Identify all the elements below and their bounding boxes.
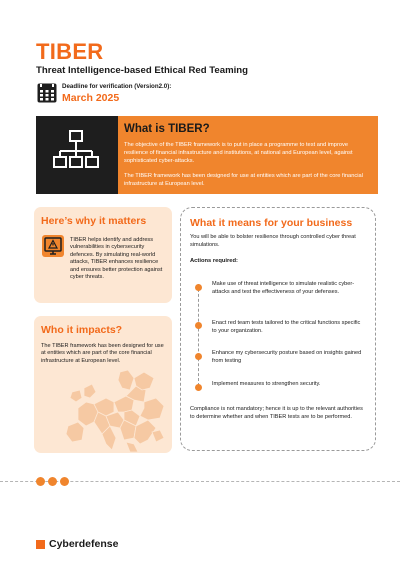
logo-mark-icon <box>36 540 45 549</box>
who-heading: Who it impacts? <box>41 324 123 336</box>
who-it-impacts-card <box>34 316 172 453</box>
dot-1 <box>36 477 45 486</box>
footer-logo: Cyberdefense <box>49 538 119 550</box>
europe-map <box>64 368 168 452</box>
actions-label: Actions required: <box>190 258 238 264</box>
what-paragraph-1: The objective of the TIBER framework is to put in place a programme to test and improve resilience of financial infrastructure and institutions, at national and European level, against sophisticated cyber-attacks. <box>124 142 353 164</box>
action-bullet <box>195 284 202 291</box>
action-bullet <box>195 384 202 391</box>
warning-icon <box>41 234 65 258</box>
hierarchy-icon <box>53 129 99 177</box>
compliance-note: Compliance is not mandatory; hence it is up to the relevant authorities to determine whether and when TIBER tests are to be performed. <box>190 406 363 420</box>
calendar-icon <box>37 83 57 103</box>
business-heading: What it means for your business <box>190 217 353 229</box>
action-item: Implement measures to strengthen security. <box>212 381 321 387</box>
dot-2 <box>48 477 57 486</box>
what-paragraph-2: The TIBER framework has been designed for use at entities which are part of the core financial infrastructure at European level. <box>124 173 363 187</box>
what-is-tiber-section <box>36 116 378 194</box>
why-it-matters-card <box>34 207 172 303</box>
business-impact-card <box>180 207 376 451</box>
why-text: TIBER helps identify and address vulnerabilities in cybersecurity defences. By simulating real-world attacks, TIBER enhances resilience and ensures better protection against cyber threats. <box>70 237 163 281</box>
action-item: Enhance my cybersecurity posture based on insights gained from testing <box>212 350 362 364</box>
business-intro: You will be able to bolster resilience through controlled cyber threat simulations. <box>190 234 356 248</box>
action-item: Enact red team tests tailored to the critical functions specific to your organization. <box>212 320 361 334</box>
action-item: Make use of threat intelligence to simulate realistic cyber-attacks and test the effectiveness of your defenses. <box>212 281 355 295</box>
actions-timeline <box>198 284 199 386</box>
who-text: The TIBER framework has been designed for use at entities which are part of the core financial infrastructure at European level. <box>41 343 164 364</box>
deadline-date: March 2025 <box>62 92 120 104</box>
deadline-label: Deadline for verification (Version2.0): <box>62 83 172 90</box>
action-bullet <box>195 353 202 360</box>
dot-3 <box>60 477 69 486</box>
what-icon-panel <box>36 116 118 194</box>
decorative-dots <box>36 477 92 487</box>
why-heading: Here’s why it matters <box>41 215 147 227</box>
page-subtitle: Threat Intelligence-based Ethical Red Teaming <box>36 65 248 76</box>
what-heading: What is TIBER? <box>124 123 210 135</box>
page-title: TIBER <box>36 39 104 64</box>
action-bullet <box>195 322 202 329</box>
